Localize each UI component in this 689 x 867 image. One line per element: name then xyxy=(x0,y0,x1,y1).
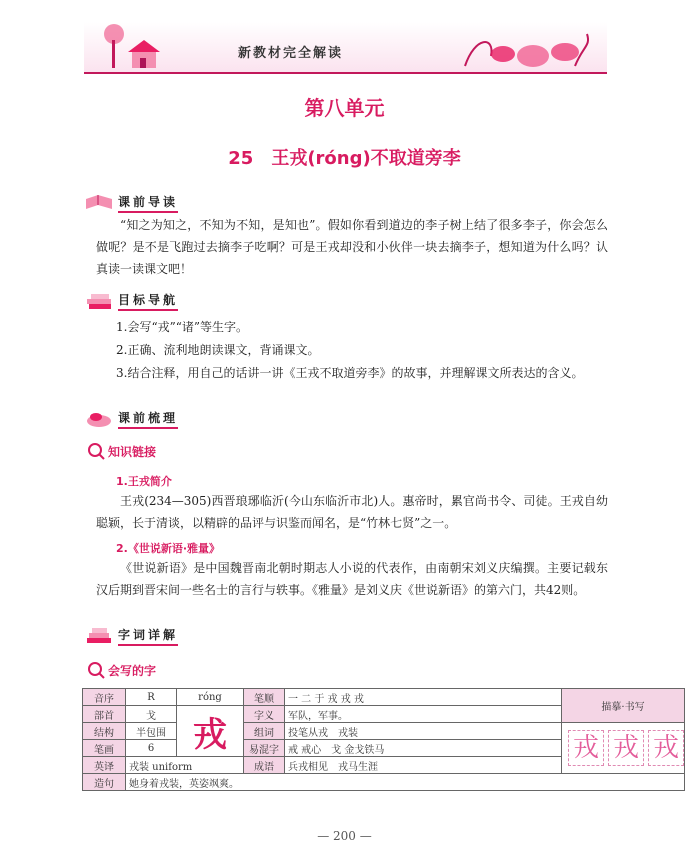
knowledge-sub2: 2.《世说新语·雅量》 xyxy=(116,542,221,555)
lesson-title xyxy=(0,144,689,170)
lesson-number: 25 xyxy=(228,148,254,169)
knowledge-sub2-text: 《世说新语》是中国魏晋南北朝时期志人小说的代表作，由南朝宋刘义庆编撰。主要记载东汉后期到晋宋间一些名士的言行与轶事。《雅量》是刘义庆《世说新语》的第六门，共42则。 xyxy=(96,561,608,597)
knowledge-sub1-text: 王戎(234—305)西晋琅琊临沂(今山东临沂市北)人。惠帝时，累官尚书令、司徒。王戎自幼聪颖，长于清谈，以精辟的品评与识鉴而闻名，是“竹林七贤”之一。 xyxy=(96,494,608,530)
goal-item-3: 3.结合注释，用自己的话讲一讲《王戎不取道旁李》的故事，并理解课文所表达的含义。 xyxy=(116,366,584,380)
trace-cell[interactable]: 戎 xyxy=(568,730,604,766)
trace-label: 描摹·书写 xyxy=(562,689,685,723)
words-sub-heading: 会写的字 xyxy=(86,660,156,680)
sorting-heading: 课前梳理 xyxy=(84,409,178,429)
books-icon xyxy=(84,626,114,646)
goals-heading: 目标导航 xyxy=(84,291,178,311)
goal-item-1: 1.会写“戎”“诸”等生字。 xyxy=(116,320,248,334)
magnifier-icon xyxy=(86,441,106,461)
house-tree-decoration xyxy=(100,22,170,72)
floral-decoration xyxy=(455,26,595,70)
book-icon xyxy=(84,193,114,213)
trace-cell[interactable]: 戎 xyxy=(608,730,644,766)
words-heading: 字词详解 xyxy=(84,626,178,646)
magnifier-icon xyxy=(86,660,106,680)
knowledge-heading: 知识链接 xyxy=(86,441,156,461)
trace-area[interactable] xyxy=(562,723,685,774)
sorting-icon xyxy=(84,409,114,429)
book-stack-icon xyxy=(84,291,114,311)
header-title: 新教材完全解读 xyxy=(238,46,344,61)
pinyin: róng xyxy=(177,689,244,706)
preview-text: “知之为知之，不知为不知，是知也”。假如你看到道边的李子树上结了很多李子，你会怎么做呢？是不是飞跑过去摘李子吃啊？可是王戎却没和小伙伴一块去摘李子，想知道为什么吗？认真读一读课文吧！ xyxy=(96,218,608,276)
lesson-name: 王戎(róng)不取道旁李 xyxy=(271,148,461,169)
big-character: 戎 xyxy=(177,706,244,757)
unit-title: 第八单元 xyxy=(304,96,385,120)
page-number: — 200 — xyxy=(317,829,372,843)
knowledge-sub1: 1.王戎简介 xyxy=(116,475,172,488)
stroke-order: 一 二 于 戎 戎 戎 xyxy=(285,689,562,706)
goal-item-2: 2.正确、流利地朗读课文，背诵课文。 xyxy=(116,343,320,357)
character-table: 音序 R róng 笔顺 一 二 于 戎 戎 戎 描摹·书写 部首 戈 戎 字义 军队，军事。 结构 半包围 组词 投笔从戎 戎装 戎 戎 戎 笔画 6 易混字 戒 戒心 戈 金戈铁马 英译 戎装 uniform 成语 兵戎相见 戎马生涯 造句 她身着戎装，英姿飒爽。 xyxy=(82,688,685,791)
preview-heading: 课前导读 xyxy=(84,193,178,213)
trace-cell[interactable]: 戎 xyxy=(648,730,684,766)
